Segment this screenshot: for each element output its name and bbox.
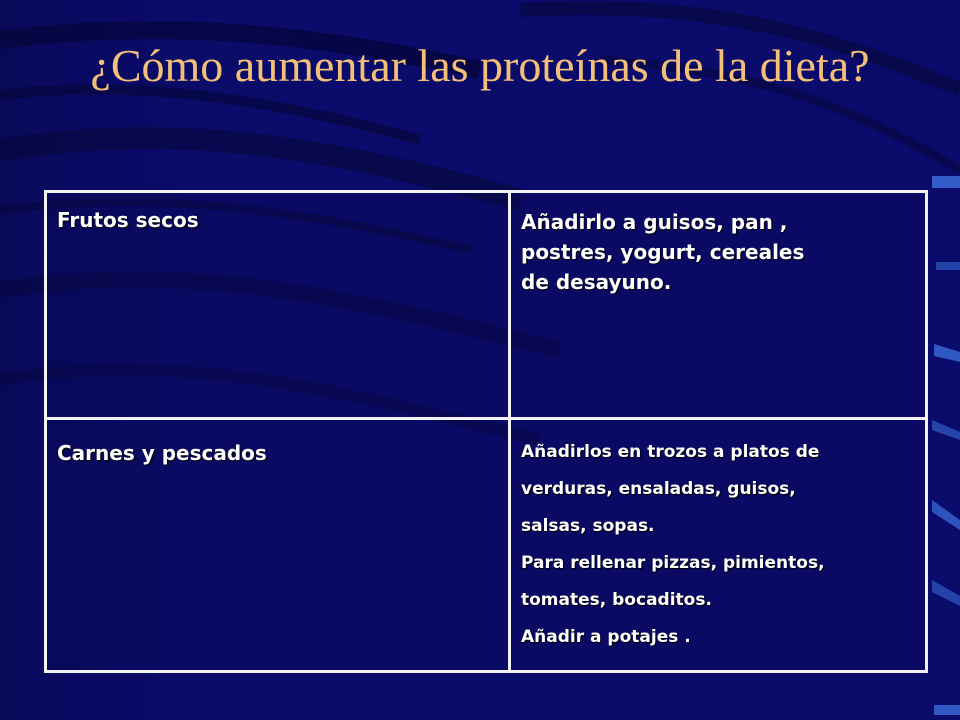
tips-cell (510, 192, 927, 419)
table-row (46, 192, 927, 419)
tip-line: Añadirlo a guisos, pan , (521, 210, 788, 234)
tip-line: tomates, bocaditos. (521, 590, 712, 610)
food-cell: Carnes y pescados (46, 419, 510, 672)
tip-line: Para rellenar pizzas, pimientos, (521, 553, 825, 573)
protein-tips-table (44, 190, 928, 673)
tip-line: postres, yogurt, cereales (521, 240, 805, 264)
slide-title: ¿Cómo aumentar las proteínas de la dieta? (90, 40, 870, 91)
food-cell: Frutos secos (46, 192, 510, 419)
tip-line: verduras, ensaladas, guisos, (521, 479, 796, 499)
tip-line: de desayuno. (521, 270, 672, 294)
table-row (46, 419, 927, 672)
tip-line: Añadirlos en trozos a platos de (521, 442, 820, 462)
tip-line: Añadir a potajes . (521, 627, 691, 647)
tips-cell (510, 419, 927, 672)
tip-line: salsas, sopas. (521, 516, 655, 536)
